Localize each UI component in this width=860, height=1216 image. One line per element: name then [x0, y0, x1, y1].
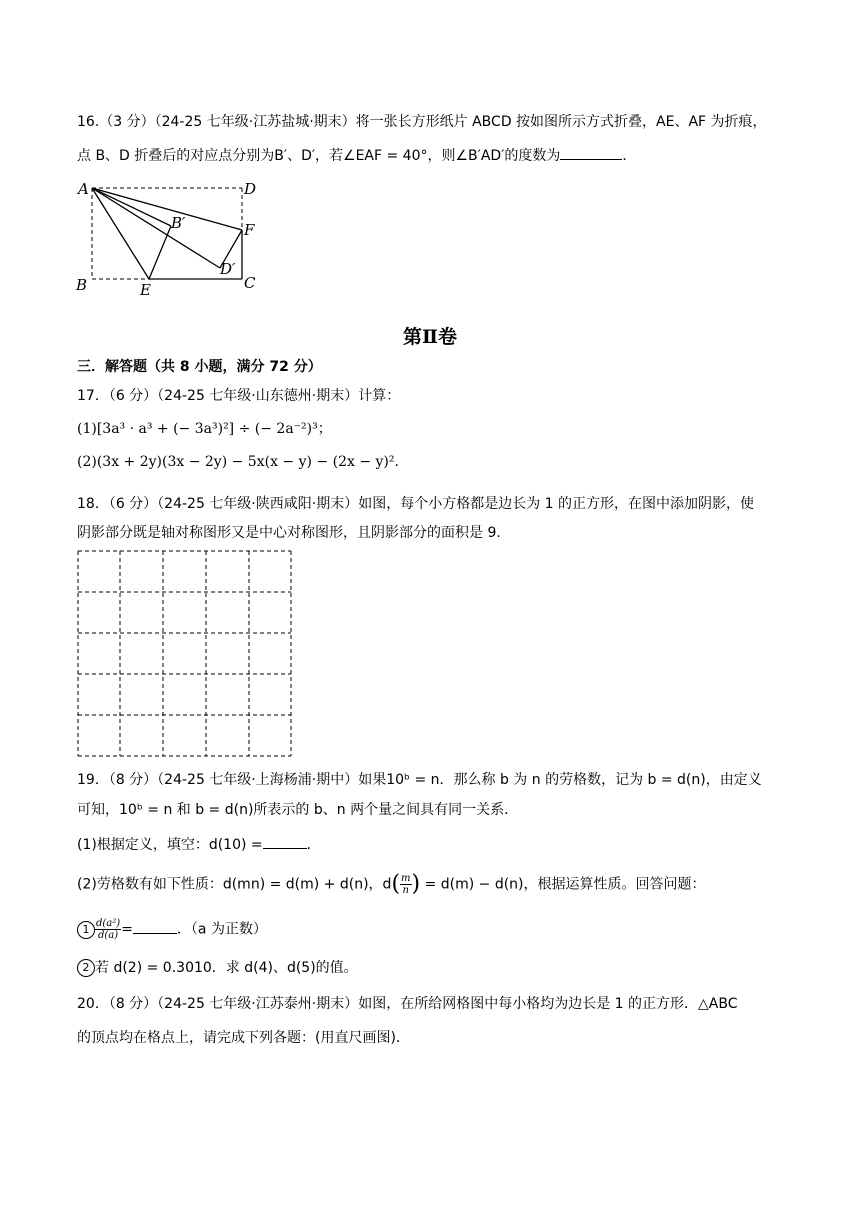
q19-part2-rparen: ): [411, 871, 421, 897]
q19-sub1: [77, 918, 267, 941]
label-A: A: [78, 180, 89, 198]
label-F: F: [244, 221, 255, 239]
q19-sub1-eq: =: [121, 921, 133, 938]
q16-line1: 16.（3 分）（24-25 七年级·江苏盐城·期末）将一张长方形纸片 ABCD 按如图所示方式折叠，AE、AF 为折痕，: [77, 114, 767, 130]
q16-answer-blank: [560, 145, 622, 160]
q19-sub1-blank: [133, 919, 177, 934]
label-B: B: [76, 276, 88, 294]
q16-line2-end: ．: [622, 148, 637, 164]
q20-line1: 20．（8 分）（24-25 七年级·江苏泰州·期末）如图，在所给网格图中每小格均为边长是 1 的正方形．△ABC: [77, 996, 738, 1012]
q19-part2-frac-num: m: [401, 873, 411, 884]
q19-sub1-end: ．（a 为正数）: [176, 921, 267, 938]
q17-part1: (1)[3a³ · a³ + (− 3a³)²] ÷ (− 2a⁻²)³；: [77, 421, 332, 437]
section-title: 第Ⅱ卷: [402, 326, 457, 348]
q19-sub1-fraction: [95, 918, 121, 941]
q19-part1: [77, 834, 321, 855]
q19-part1-text: (1)根据定义，填空：d(10) =: [77, 837, 263, 853]
q19-sub2-marker: 2: [77, 959, 95, 977]
segment-B-prime-E: [149, 226, 171, 279]
q19-line1: 19．（8 分）（24-25 七年级·上海杨浦·期中）如果10ᵇ = n．那么称 b 为 n 的劳格数，记为 b = d(n)，由定义: [77, 772, 762, 788]
label-D: D: [244, 180, 257, 198]
q19-line2: 可知，10ᵇ = n 和 b = d(n)所表示的 b、n 两个量之间具有同一关系．: [77, 802, 519, 818]
q18-line2: 阴影部分既是轴对称图形又是中心对称图形，且阴影部分的面积是 9.: [77, 525, 501, 541]
q19-part2-frac-den: n: [402, 885, 409, 896]
label-C: C: [244, 274, 256, 292]
segment-AD-prime: [92, 188, 220, 268]
q19-part2-a: (2)劳格数有如下性质：d(mn) = d(m) + d(n)，d: [77, 876, 392, 893]
q17-line1: 17．（6 分）（24-25 七年级·山东德州·期末）计算：: [77, 388, 401, 404]
q20-line2: 的顶点均在格点上，请完成下列各题：(用直尺画图)．: [77, 1030, 410, 1046]
q19-part2-lparen: (: [391, 871, 401, 897]
q19-sub2: [77, 958, 358, 978]
label-E: E: [140, 281, 151, 299]
q18-line1: 18．（6 分）（24-25 七年级·陕西咸阳·期末）如图，每个小方格都是边长为 1 的正方形，在图中添加阴影，使: [77, 496, 755, 512]
q19-part2: [77, 873, 706, 896]
square-grid: [77, 550, 293, 758]
q19-sub1-marker: 1: [77, 921, 95, 939]
folding-figure: [74, 178, 270, 302]
label-D-prime: D′: [220, 260, 236, 278]
q19-sub2-text: 若 d(2) = 0.3010．求 d(4)、d(5)的值。: [95, 960, 358, 976]
q17-part2: (2)(3x + 2y)(3x − 2y) − 5x(x − y) − (2x − y)².: [77, 454, 399, 470]
q16-line2-text: 点 B、D 折叠后的对应点分别为B′、D′，若∠EAF = 40°，则∠B′AD′的度数为: [77, 148, 561, 164]
q19-part2-fraction: [400, 873, 411, 896]
q19-part1-end: ．: [306, 837, 321, 853]
section-heading: 三．解答题（共 8 小题，满分 72 分）: [77, 359, 322, 375]
q19-part1-blank: [263, 834, 307, 849]
q19-sub1-frac-num: d(a²): [96, 918, 121, 929]
label-B-prime: B′: [171, 214, 186, 232]
q16-line2: [77, 145, 636, 166]
q19-sub1-frac-den: d(a): [98, 930, 119, 941]
q19-part2-b: = d(m) − d(n)，根据运算性质。回答问题：: [424, 876, 706, 893]
